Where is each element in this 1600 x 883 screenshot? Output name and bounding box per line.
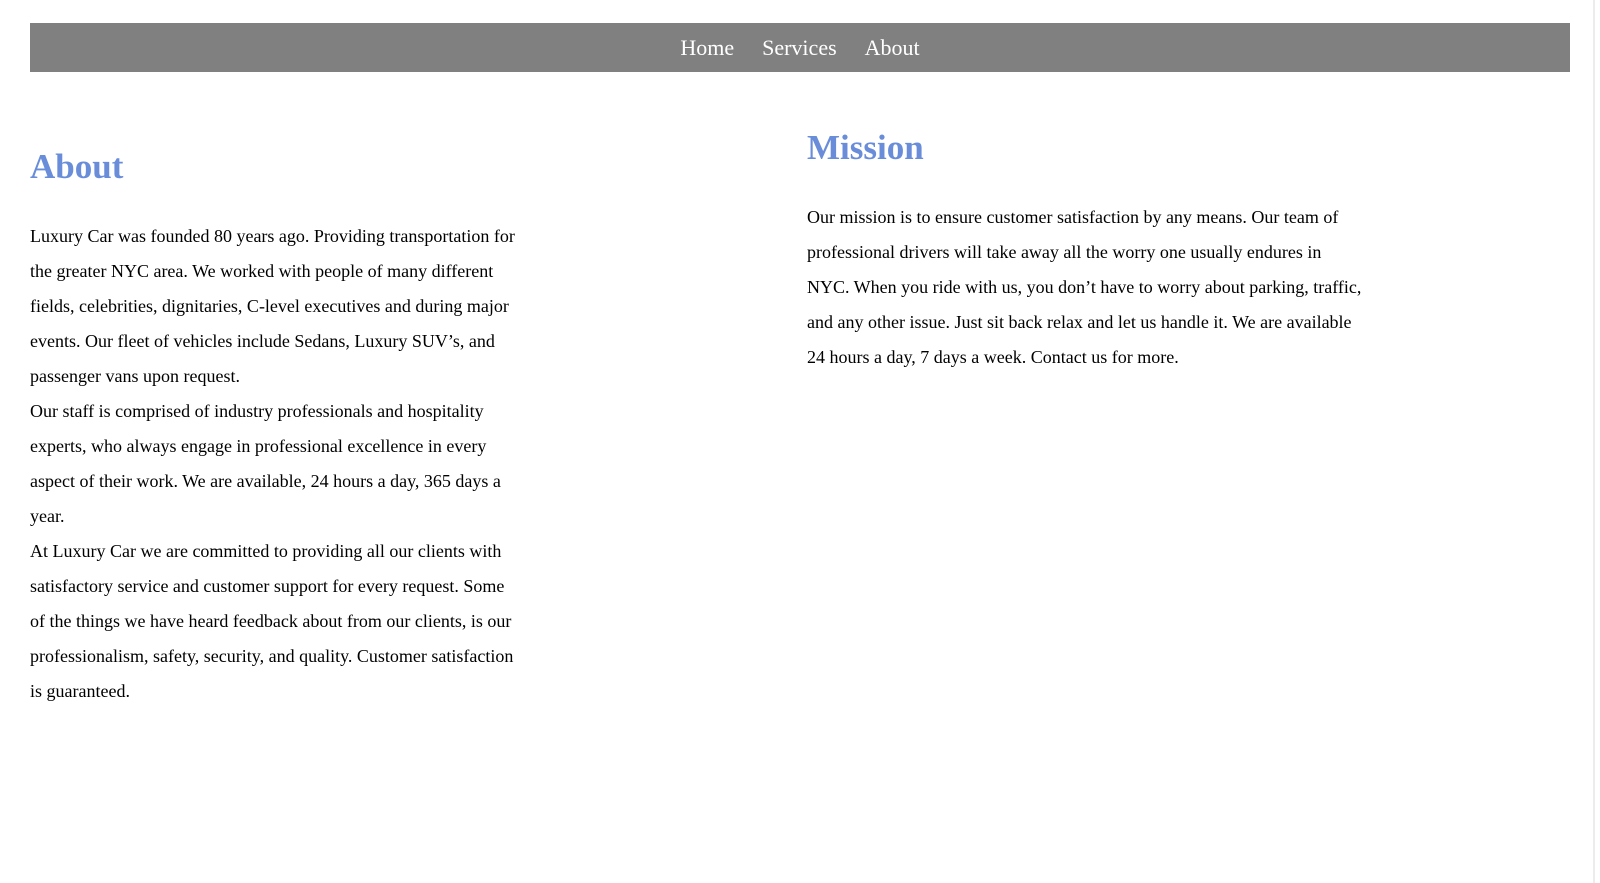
mission-section — [807, 72, 1367, 375]
mission-heading: Mission — [807, 128, 924, 167]
main-nav — [30, 23, 1570, 72]
nav-link-services[interactable]: Services — [762, 35, 837, 60]
nav-link-home[interactable]: Home — [680, 35, 735, 60]
about-paragraph-3: At Luxury Car we are committed to providing all our clients with satisfactory service and customer support for every request. Some of the things we have heard feedback about from our clients, is our professionalism, safety, security, and quality. Customer satisfaction is guaranteed. — [30, 541, 514, 701]
mission-paragraph-1: Our mission is to ensure customer satisfaction by any means. Our team of professional drivers will take away all the worry one usually endures in NYC. When you ride with us, you don’t have to worry about parking, traffic, and any other issue. Just sit back relax and let us handle it. We are available 24 hours a day, 7 days a week. Contact us for more. — [807, 207, 1362, 367]
nav-link-about[interactable]: About — [864, 35, 920, 60]
about-paragraph-1: Luxury Car was founded 80 years ago. Providing transportation for the greater NYC area. We worked with people of many different fields, celebrities, dignitaries, C-level executives and during major events. Our fleet of vehicles include Sedans, Luxury SUV’s, and passenger vans upon request. — [30, 226, 515, 386]
about-heading: About — [30, 147, 124, 186]
about-paragraph-2: Our staff is comprised of industry professionals and hospitality experts, who always engage in professional excellence in every aspect of their work. We are available, 24 hours a day, 365 days a year. — [30, 401, 501, 526]
about-section — [30, 72, 519, 709]
content — [0, 72, 1600, 709]
viewport-right-edge — [1593, 0, 1595, 883]
